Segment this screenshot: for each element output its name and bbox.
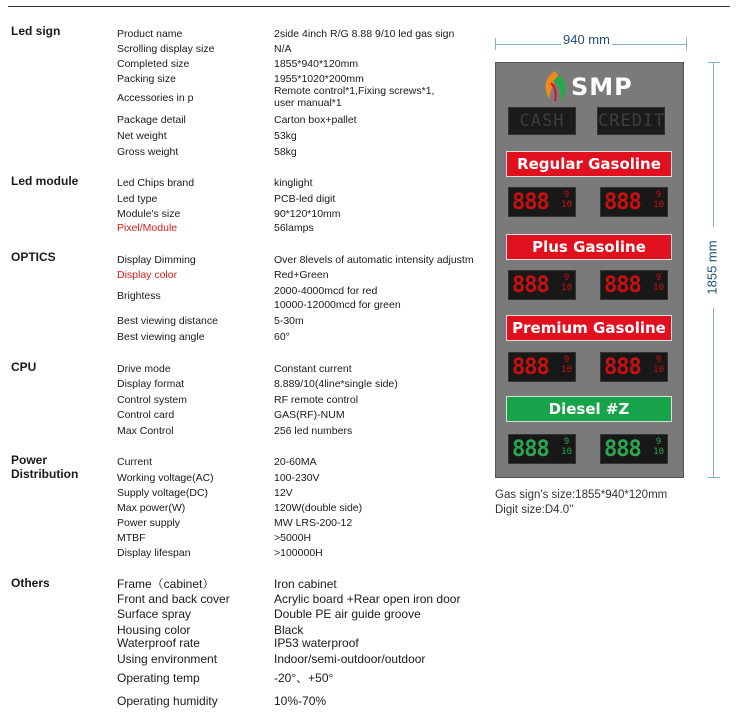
spec-value: RF remote control [274, 394, 359, 406]
price-fraction: 9 10 [561, 437, 572, 457]
smp-logo [541, 69, 651, 103]
spec-label: Display color [117, 269, 178, 281]
spec-value: >5000H [274, 532, 312, 544]
spec-value: Carton box+pallet [274, 114, 357, 126]
spec-label: Using environment [117, 652, 218, 666]
price-display [508, 434, 576, 464]
price-digits: 888 [604, 190, 641, 215]
spec-label: Control card [117, 409, 175, 421]
grade-label-plus: Plus Gasoline [506, 234, 672, 260]
section-title-optics: OPTICS [11, 250, 56, 264]
spec-label: Gross weight [117, 146, 179, 158]
spec-label: Waterproof rate [117, 636, 200, 650]
price-digits: 888 [604, 355, 641, 380]
spec-label: Current [117, 456, 153, 468]
spec-value: PCB-led digit [274, 193, 336, 205]
spec-value: 2000-4000mcd for red 10000-12000mcd for green [274, 285, 401, 311]
spec-value: N/A [274, 43, 292, 55]
height-dimension-label: 1855 mm [705, 228, 720, 308]
price-fraction: 9 10 [561, 190, 572, 210]
spec-value: 56lamps [274, 222, 314, 234]
spec-label: Control system [117, 394, 188, 406]
spec-value: Black [274, 623, 304, 637]
spec-value: 12V [274, 487, 293, 499]
section-title-led-module: Led module [11, 174, 79, 188]
spec-value: Double PE air guide groove [274, 607, 421, 621]
spec-label: Pixel/Module [117, 222, 178, 234]
price-display [600, 270, 668, 300]
price-fraction: 9 10 [653, 273, 664, 293]
spec-label: Display Dimming [117, 254, 196, 266]
spec-value: 20-60MA [274, 456, 317, 468]
spec-label: Operating temp [117, 671, 200, 685]
spec-label: Max Control [117, 425, 174, 437]
spec-label: Drive mode [117, 363, 171, 375]
spec-value: MW LRS-200-12 [274, 517, 353, 529]
spec-value: 58kg [274, 146, 297, 158]
grade-label-regular: Regular Gasoline [506, 151, 672, 177]
spec-label: Net weight [117, 130, 167, 142]
price-display [600, 352, 668, 382]
spec-value: 120W(double side) [274, 502, 363, 514]
spec-label: Best viewing angle [117, 331, 205, 343]
credit-display [597, 107, 665, 135]
spec-label: Housing color [117, 623, 191, 637]
cash-display [508, 107, 576, 135]
price-display [508, 352, 576, 382]
logo-text: SMP [571, 73, 633, 101]
price-digits: 888 [604, 437, 641, 462]
spec-label: Packing size [117, 73, 176, 85]
spec-label: MTBF [117, 532, 146, 544]
spec-value: GAS(RF)-NUM [274, 409, 345, 421]
spec-label: Working voltage(AC) [117, 472, 214, 484]
spec-label: Completed size [117, 58, 190, 70]
leaf-logo-icon [541, 69, 571, 103]
price-display [508, 270, 576, 300]
spec-value: 60° [274, 331, 290, 343]
top-divider [8, 6, 730, 7]
spec-value: >100000H [274, 547, 323, 559]
spec-value: 90*120*10mm [274, 208, 341, 220]
price-digits: 888 [604, 273, 641, 298]
spec-value: 256 led numbers [274, 425, 353, 437]
spec-value: Over 8levels of automatic intensity adjustm [274, 254, 474, 266]
spec-value: 5-30m [274, 315, 304, 327]
spec-label: Surface spray [117, 607, 192, 621]
spec-value: 53kg [274, 130, 297, 142]
spec-value: Iron cabinet [274, 577, 337, 591]
price-display [600, 187, 668, 217]
section-title-cpu: CPU [11, 360, 37, 374]
spec-value: Acrylic board +Rear open iron door [274, 592, 461, 606]
section-title-power-distribution: Power Distribution [11, 453, 79, 481]
price-fraction: 9 10 [653, 437, 664, 457]
spec-value: kinglight [274, 177, 313, 189]
price-fraction: 9 10 [561, 273, 572, 293]
spec-value: 8.889/10(4line*single side) [274, 378, 398, 390]
spec-value: 10%-70% [274, 694, 327, 708]
spec-label: Operating humidity [117, 694, 218, 708]
price-fraction: 9 10 [561, 355, 572, 375]
spec-value: Indoor/semi-outdoor/outdoor [274, 652, 426, 666]
spec-label: Module's size [117, 208, 181, 220]
credit-label: CREDIT [598, 111, 666, 131]
section-title-others: Others [11, 576, 50, 590]
spec-value: 100-230V [274, 472, 320, 484]
price-fraction: 9 10 [653, 355, 664, 375]
spec-label: Display format [117, 378, 185, 390]
spec-label: Led Chips brand [117, 177, 195, 189]
spec-label: Accessories in p [117, 92, 194, 104]
spec-label: Scrolling display size [117, 43, 215, 55]
cash-label: CASH [519, 111, 565, 131]
spec-value: 1955*1020*200mm [274, 73, 364, 85]
spec-value: 1855*940*120mm [274, 58, 359, 70]
width-dimension-label: 940 mm [563, 32, 610, 47]
gas-sign-image [495, 62, 684, 478]
price-digits: 888 [512, 190, 549, 215]
price-digits: 888 [512, 437, 549, 462]
spec-label: Front and back cover [117, 592, 230, 606]
spec-label: Package detail [117, 114, 186, 126]
price-digits: 888 [512, 355, 549, 380]
spec-label: Product name [117, 28, 183, 40]
spec-label: Brightess [117, 290, 161, 302]
section-title-led-sign: Led sign [11, 24, 61, 38]
spec-value: -20°、+50° [274, 671, 334, 685]
price-fraction: 9 10 [653, 190, 664, 210]
spec-value: Constant current [274, 363, 352, 375]
spec-value: Remote control*1,Fixing screws*1, user manual*1 [274, 85, 435, 109]
spec-label: Best viewing distance [117, 315, 218, 327]
sign-size-caption: Gas sign's size:1855*940*120mm [495, 489, 668, 501]
spec-label: Frame（cabinet） [117, 577, 215, 591]
price-display [600, 434, 668, 464]
spec-label: Supply voltage(DC) [117, 487, 209, 499]
spec-label: Max power(W) [117, 502, 186, 514]
spec-value: Red+Green [274, 269, 329, 281]
grade-label-diesel: Diesel #Z [506, 396, 672, 422]
price-digits: 888 [512, 273, 549, 298]
spec-label: Led type [117, 193, 158, 205]
digit-size-caption: Digit size:D4.0'' [495, 504, 574, 516]
grade-label-premium: Premium Gasoline [506, 315, 672, 341]
spec-label: Display lifespan [117, 547, 191, 559]
spec-value: IP53 waterproof [274, 636, 359, 650]
spec-value: 2side 4inch R/G 8.88 9/10 led gas sign [274, 28, 455, 40]
price-display [508, 187, 576, 217]
spec-label: Power supply [117, 517, 181, 529]
